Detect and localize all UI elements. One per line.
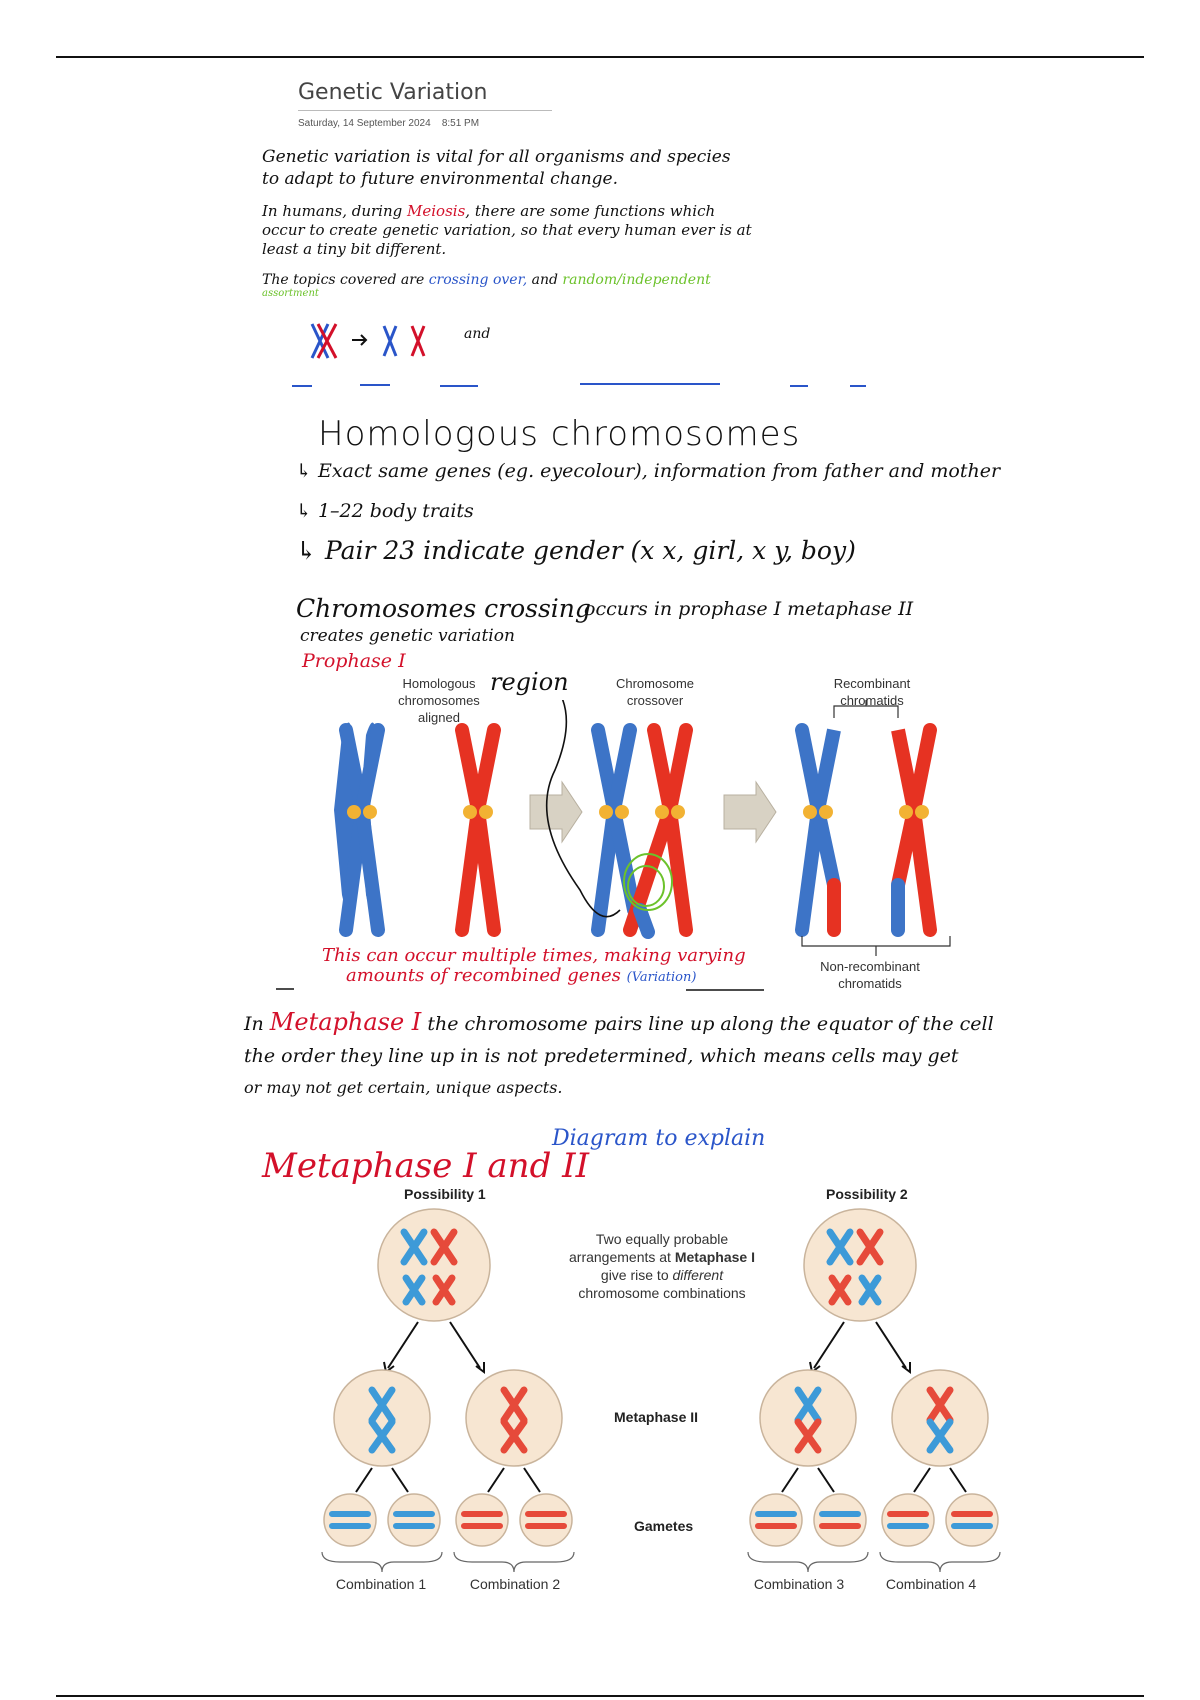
crossing-title: Chromosomes crossing xyxy=(296,594,591,623)
dashed-separator xyxy=(290,378,870,394)
crossing-creates: creates genetic variation xyxy=(300,626,515,646)
crossing-heading xyxy=(296,594,591,623)
caption-text: arrangements at xyxy=(569,1249,671,1265)
gametes-label: Gametes xyxy=(634,1518,694,1534)
chromosome-recombinant-red xyxy=(898,730,930,930)
note-text: , there are some functions which xyxy=(465,202,716,220)
note-para1 xyxy=(262,146,731,190)
title-underline xyxy=(298,110,552,111)
note-para3-line1 xyxy=(262,272,711,288)
metaphase-diagram xyxy=(300,1200,1020,1580)
bottom-rule xyxy=(56,1695,1144,1697)
metaphase-line1 xyxy=(244,1006,994,1040)
bullet-body-traits: ↳ 1–22 body traits xyxy=(296,500,474,522)
note-para1-line2: to adapt to future environmental change. xyxy=(262,169,619,189)
crossing-over-word: crossing over, xyxy=(428,272,528,288)
combo4-label: Combination 4 xyxy=(885,1576,977,1592)
label-crossover: Chromosome crossover xyxy=(615,676,695,708)
note-para2-line3: least a tiny bit different. xyxy=(262,240,447,258)
caption-line1: Two equally probable xyxy=(595,1231,729,1247)
meta-line1-text: the chromosome pairs line up along the equator of the cell xyxy=(427,1013,994,1035)
note-para2-line1 xyxy=(262,202,752,221)
label-nonrecombinant: Non-recombinant chromatids xyxy=(820,959,920,991)
page-date xyxy=(298,118,479,129)
combo2-label: Combination 2 xyxy=(469,1576,561,1592)
multiple-note xyxy=(322,946,746,988)
bullet-gender: ↳ Pair 23 indicate gender (x x, girl, x y, boy) xyxy=(296,536,856,565)
cell-possibility1 xyxy=(378,1209,490,1321)
meta-in: In xyxy=(244,1013,264,1035)
metaphase-line3: or may not get certain, unique aspects. xyxy=(244,1078,563,1097)
metaphase-para xyxy=(244,1006,994,1104)
caption-italic: different xyxy=(672,1267,724,1283)
top-rule xyxy=(56,56,1144,58)
label-recombinant: Recombinant chromatids xyxy=(833,676,911,708)
combo1-label: Combination 1 xyxy=(335,1576,427,1592)
metaphase2-label: Metaphase II xyxy=(614,1409,699,1425)
metaphase-word: Metaphase I xyxy=(269,1008,422,1036)
underline-stroke xyxy=(274,984,774,994)
crossing-occurs: occurs in prophase I metaphase II xyxy=(584,598,914,620)
note-para2 xyxy=(262,202,752,259)
chromosome-blue xyxy=(334,723,378,931)
date-text: Saturday, 14 September 2024 xyxy=(298,118,431,129)
possibility1-label: Possibility 1 xyxy=(404,1186,486,1202)
sketch-and: and xyxy=(464,326,491,342)
metaphase-heading: Metaphase I and II xyxy=(262,1146,590,1186)
random-word: random/independent xyxy=(562,272,711,288)
multiple-line1: This can occur multiple times, making varying xyxy=(322,945,746,966)
note-para3 xyxy=(262,272,711,299)
note-para1-line1: Genetic variation is vital for all organisms and species xyxy=(262,147,731,167)
assortment-word: assortment xyxy=(262,288,319,299)
gamete-cells xyxy=(324,1494,998,1546)
multiple-line2-text: amounts of recombined genes xyxy=(346,965,621,986)
caption-line4: chromosome combinations xyxy=(578,1285,746,1301)
bullet-genes: ↳ Exact same genes (eg. eyecolour), information from father and mother xyxy=(296,460,1001,482)
metaphase-line2: the order they line up in is not predetermined, which means cells may get xyxy=(244,1045,959,1067)
page-title: Genetic Variation xyxy=(298,80,488,105)
note-para2-line2: occur to create genetic variation, so that every human ever is at xyxy=(262,221,752,239)
region-word: region xyxy=(490,668,569,696)
possibility2-label: Possibility 2 xyxy=(826,1186,908,1202)
crossover-diagram xyxy=(330,700,970,970)
meiosis-word: Meiosis xyxy=(407,202,466,220)
note-text: and xyxy=(531,272,558,288)
combo3-label: Combination 3 xyxy=(753,1576,845,1592)
time-text: 8:51 PM xyxy=(441,118,480,129)
label-homologous-aligned: Homologous chromosomes aligned xyxy=(398,676,480,725)
homologous-heading: Homologous chromosomes xyxy=(318,414,801,454)
caption-text: give rise to xyxy=(600,1267,669,1283)
caption-bold: Metaphase I xyxy=(674,1249,755,1265)
prophase-label: Prophase I xyxy=(302,650,406,672)
chromosome-red xyxy=(462,730,494,930)
process-arrow xyxy=(530,782,582,842)
variation-word: (Variation) xyxy=(626,970,697,985)
diagram-explain: Diagram to explain xyxy=(552,1126,766,1151)
process-arrow xyxy=(724,782,776,842)
note-text: In humans, during xyxy=(262,202,403,220)
note-text: The topics covered are xyxy=(262,272,425,288)
cell-metaphase2 xyxy=(334,1370,988,1466)
chromosome-recombinant-blue xyxy=(802,730,834,930)
cell-possibility2 xyxy=(804,1209,916,1321)
